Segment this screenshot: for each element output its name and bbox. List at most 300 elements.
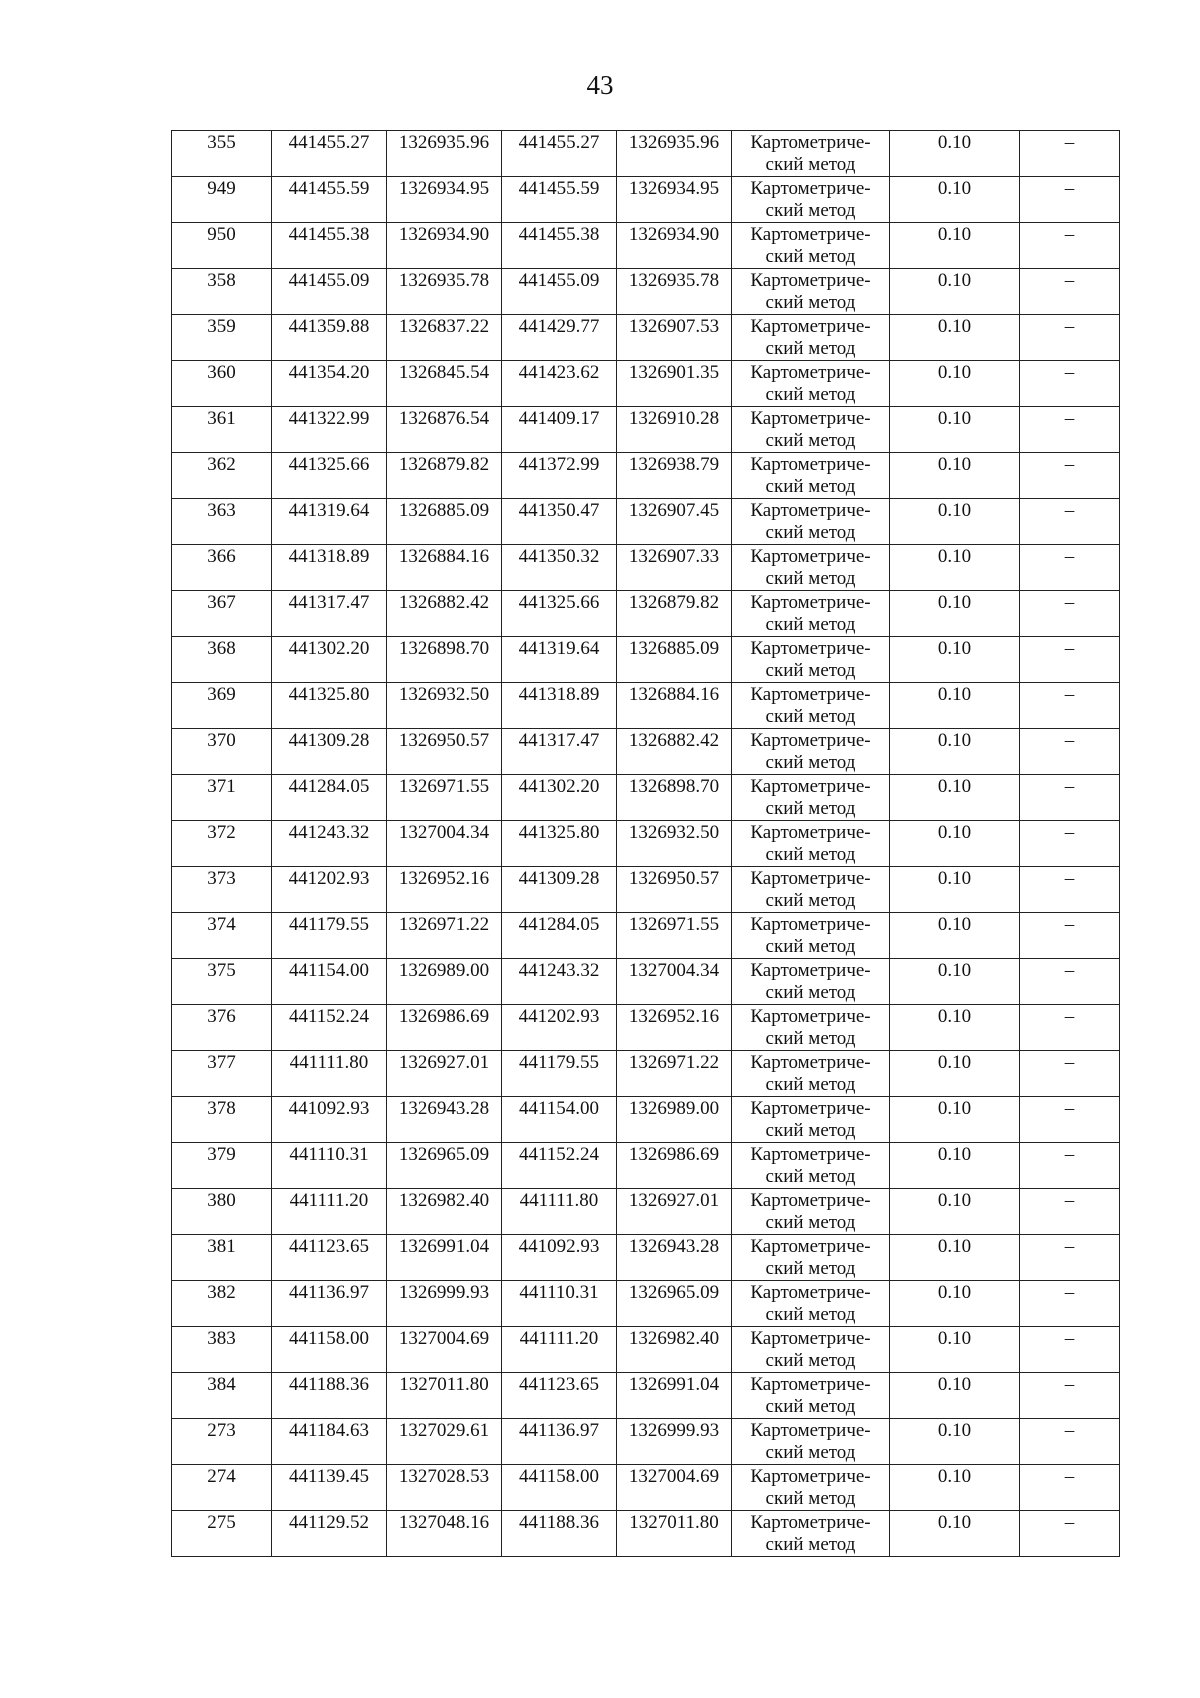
- cell-x-refined: 441188.36: [502, 1511, 617, 1557]
- cell-y-existing: 1326885.09: [387, 499, 502, 545]
- cell-point-number: 358: [172, 269, 272, 315]
- cell-x-refined: 441152.24: [502, 1143, 617, 1189]
- cell-accuracy: 0.10: [890, 269, 1020, 315]
- cell-x-refined: 441319.64: [502, 637, 617, 683]
- cell-accuracy: 0.10: [890, 1511, 1020, 1557]
- cell-method: [732, 1511, 890, 1557]
- cell-method: [732, 1419, 890, 1465]
- cell-x-existing: 441111.20: [272, 1189, 387, 1235]
- cell-x-existing: 441455.09: [272, 269, 387, 315]
- cell-x-refined: 441284.05: [502, 913, 617, 959]
- cell-note: –: [1020, 959, 1120, 1005]
- cell-point-number: 359: [172, 315, 272, 361]
- cell-accuracy: 0.10: [890, 407, 1020, 453]
- cell-accuracy: 0.10: [890, 1281, 1020, 1327]
- cell-point-number: 273: [172, 1419, 272, 1465]
- cell-note: –: [1020, 637, 1120, 683]
- cell-y-existing: 1326986.69: [387, 1005, 502, 1051]
- cell-note: –: [1020, 545, 1120, 591]
- cell-point-number: 378: [172, 1097, 272, 1143]
- cell-method: [732, 821, 890, 867]
- cell-y-refined: 1326943.28: [617, 1235, 732, 1281]
- cell-point-number: 363: [172, 499, 272, 545]
- table-row: [172, 1051, 1120, 1097]
- cell-y-existing: 1326991.04: [387, 1235, 502, 1281]
- cell-y-refined: 1326982.40: [617, 1327, 732, 1373]
- cell-note: –: [1020, 729, 1120, 775]
- method-line-2: ский метод: [765, 384, 856, 405]
- cell-y-refined: 1326907.45: [617, 499, 732, 545]
- method-line-2: ский метод: [765, 1534, 856, 1555]
- cell-note: –: [1020, 683, 1120, 729]
- cell-y-refined: 1326927.01: [617, 1189, 732, 1235]
- method-line-1: Картометриче-: [750, 1282, 871, 1303]
- cell-accuracy: 0.10: [890, 637, 1020, 683]
- cell-method: [732, 1465, 890, 1511]
- method-line-1: Картометриче-: [750, 1190, 871, 1211]
- table-row: [172, 1143, 1120, 1189]
- cell-accuracy: 0.10: [890, 867, 1020, 913]
- cell-x-refined: 441455.59: [502, 177, 617, 223]
- cell-x-refined: 441154.00: [502, 1097, 617, 1143]
- cell-y-existing: 1326898.70: [387, 637, 502, 683]
- cell-accuracy: 0.10: [890, 1465, 1020, 1511]
- table-row: [172, 223, 1120, 269]
- table-row: [172, 729, 1120, 775]
- cell-accuracy: 0.10: [890, 683, 1020, 729]
- method-line-2: ский метод: [765, 246, 856, 267]
- cell-point-number: 384: [172, 1373, 272, 1419]
- cell-x-existing: 441325.66: [272, 453, 387, 499]
- method-line-1: Картометриче-: [750, 1466, 871, 1487]
- method-line-1: Картометриче-: [750, 1236, 871, 1257]
- cell-y-refined: 1326952.16: [617, 1005, 732, 1051]
- cell-x-refined: 441325.80: [502, 821, 617, 867]
- cell-y-existing: 1326989.00: [387, 959, 502, 1005]
- method-line-2: ский метод: [765, 890, 856, 911]
- cell-y-refined: 1327004.69: [617, 1465, 732, 1511]
- cell-method: [732, 1051, 890, 1097]
- cell-point-number: 949: [172, 177, 272, 223]
- cell-x-existing: 441309.28: [272, 729, 387, 775]
- cell-method: [732, 591, 890, 637]
- table-row: [172, 591, 1120, 637]
- method-line-1: Картометриче-: [750, 868, 871, 889]
- cell-x-existing: 441317.47: [272, 591, 387, 637]
- cell-accuracy: 0.10: [890, 315, 1020, 361]
- table-row: [172, 1465, 1120, 1511]
- cell-accuracy: 0.10: [890, 545, 1020, 591]
- cell-x-existing: 441092.93: [272, 1097, 387, 1143]
- cell-x-refined: 441325.66: [502, 591, 617, 637]
- method-line-2: ский метод: [765, 1028, 856, 1049]
- method-line-1: Картометриче-: [750, 822, 871, 843]
- cell-note: –: [1020, 1419, 1120, 1465]
- cell-y-existing: 1326943.28: [387, 1097, 502, 1143]
- method-line-1: Картометриче-: [750, 500, 871, 521]
- cell-accuracy: 0.10: [890, 959, 1020, 1005]
- method-line-2: ский метод: [765, 522, 856, 543]
- table-row: [172, 913, 1120, 959]
- cell-method: [732, 1005, 890, 1051]
- cell-y-existing: 1326950.57: [387, 729, 502, 775]
- cell-note: –: [1020, 315, 1120, 361]
- cell-method: [732, 1281, 890, 1327]
- table-row: [172, 499, 1120, 545]
- cell-accuracy: 0.10: [890, 1051, 1020, 1097]
- cell-point-number: 275: [172, 1511, 272, 1557]
- cell-note: –: [1020, 821, 1120, 867]
- cell-method: [732, 177, 890, 223]
- method-line-2: ский метод: [765, 1212, 856, 1233]
- cell-point-number: 369: [172, 683, 272, 729]
- cell-accuracy: 0.10: [890, 1373, 1020, 1419]
- cell-note: –: [1020, 407, 1120, 453]
- cell-y-existing: 1327004.34: [387, 821, 502, 867]
- method-line-1: Картометриче-: [750, 1052, 871, 1073]
- cell-note: –: [1020, 1373, 1120, 1419]
- cell-note: –: [1020, 913, 1120, 959]
- cell-x-existing: 441284.05: [272, 775, 387, 821]
- method-line-1: Картометриче-: [750, 1328, 871, 1349]
- table-row: [172, 821, 1120, 867]
- method-line-2: ский метод: [765, 798, 856, 819]
- cell-accuracy: 0.10: [890, 499, 1020, 545]
- cell-note: –: [1020, 1097, 1120, 1143]
- cell-y-refined: 1326999.93: [617, 1419, 732, 1465]
- cell-note: –: [1020, 867, 1120, 913]
- cell-x-existing: 441325.80: [272, 683, 387, 729]
- cell-method: [732, 453, 890, 499]
- cell-y-existing: 1326934.90: [387, 223, 502, 269]
- cell-method: [732, 1189, 890, 1235]
- cell-x-refined: 441136.97: [502, 1419, 617, 1465]
- cell-point-number: 372: [172, 821, 272, 867]
- method-line-2: ский метод: [765, 1396, 856, 1417]
- cell-method: [732, 407, 890, 453]
- table-row: [172, 775, 1120, 821]
- method-line-1: Картометриче-: [750, 270, 871, 291]
- cell-y-existing: 1326879.82: [387, 453, 502, 499]
- method-line-1: Картометриче-: [750, 914, 871, 935]
- cell-y-refined: 1326935.96: [617, 131, 732, 177]
- cell-accuracy: 0.10: [890, 1189, 1020, 1235]
- cell-x-refined: 441110.31: [502, 1281, 617, 1327]
- table-row: [172, 1005, 1120, 1051]
- method-line-1: Картометриче-: [750, 1512, 871, 1533]
- table-row: [172, 131, 1120, 177]
- cell-accuracy: 0.10: [890, 1327, 1020, 1373]
- method-line-1: Картометриче-: [750, 592, 871, 613]
- table-row: [172, 407, 1120, 453]
- cell-note: –: [1020, 177, 1120, 223]
- cell-method: [732, 959, 890, 1005]
- cell-x-refined: 441455.27: [502, 131, 617, 177]
- cell-y-refined: 1326938.79: [617, 453, 732, 499]
- cell-method: [732, 913, 890, 959]
- table-row: [172, 683, 1120, 729]
- method-line-2: ский метод: [765, 1304, 856, 1325]
- method-line-2: ский метод: [765, 200, 856, 221]
- method-line-2: ский метод: [765, 614, 856, 635]
- cell-y-existing: 1326837.22: [387, 315, 502, 361]
- cell-note: –: [1020, 1327, 1120, 1373]
- method-line-2: ский метод: [765, 936, 856, 957]
- method-line-1: Картометриче-: [750, 454, 871, 475]
- method-line-2: ский метод: [765, 292, 856, 313]
- cell-y-refined: 1326950.57: [617, 867, 732, 913]
- cell-y-existing: 1327011.80: [387, 1373, 502, 1419]
- cell-y-existing: 1326982.40: [387, 1189, 502, 1235]
- cell-y-existing: 1326935.96: [387, 131, 502, 177]
- cell-x-existing: 441202.93: [272, 867, 387, 913]
- method-line-1: Картометриче-: [750, 730, 871, 751]
- table-row: [172, 177, 1120, 223]
- cell-point-number: 377: [172, 1051, 272, 1097]
- cell-x-refined: 441111.80: [502, 1189, 617, 1235]
- cell-method: [732, 499, 890, 545]
- cell-y-refined: 1326934.90: [617, 223, 732, 269]
- method-line-2: ский метод: [765, 660, 856, 681]
- method-line-1: Картометриче-: [750, 1098, 871, 1119]
- cell-y-existing: 1326932.50: [387, 683, 502, 729]
- cell-accuracy: 0.10: [890, 775, 1020, 821]
- table-body: [172, 131, 1120, 1557]
- cell-accuracy: 0.10: [890, 729, 1020, 775]
- cell-accuracy: 0.10: [890, 361, 1020, 407]
- cell-point-number: 362: [172, 453, 272, 499]
- cell-point-number: 383: [172, 1327, 272, 1373]
- table-row: [172, 269, 1120, 315]
- cell-accuracy: 0.10: [890, 821, 1020, 867]
- cell-y-refined: 1326907.53: [617, 315, 732, 361]
- cell-accuracy: 0.10: [890, 591, 1020, 637]
- page-number: 43: [586, 70, 614, 100]
- cell-accuracy: 0.10: [890, 453, 1020, 499]
- cell-method: [732, 315, 890, 361]
- cell-note: –: [1020, 591, 1120, 637]
- table-row: [172, 1327, 1120, 1373]
- coordinates-table: [171, 130, 1120, 1557]
- cell-y-existing: 1327028.53: [387, 1465, 502, 1511]
- method-line-1: Картометриче-: [750, 776, 871, 797]
- cell-method: [732, 1097, 890, 1143]
- cell-note: –: [1020, 223, 1120, 269]
- cell-y-existing: 1326934.95: [387, 177, 502, 223]
- cell-x-existing: 441152.24: [272, 1005, 387, 1051]
- table-row: [172, 453, 1120, 499]
- table-row: [172, 1511, 1120, 1557]
- cell-y-refined: 1326986.69: [617, 1143, 732, 1189]
- cell-x-refined: 441350.32: [502, 545, 617, 591]
- cell-x-existing: 441111.80: [272, 1051, 387, 1097]
- cell-x-refined: 441318.89: [502, 683, 617, 729]
- cell-point-number: 366: [172, 545, 272, 591]
- method-line-2: ский метод: [765, 154, 856, 175]
- method-line-2: ский метод: [765, 844, 856, 865]
- method-line-2: ский метод: [765, 982, 856, 1003]
- cell-note: –: [1020, 1143, 1120, 1189]
- cell-y-refined: 1326971.55: [617, 913, 732, 959]
- method-line-2: ский метод: [765, 752, 856, 773]
- cell-y-refined: 1326935.78: [617, 269, 732, 315]
- cell-point-number: 375: [172, 959, 272, 1005]
- cell-method: [732, 867, 890, 913]
- method-line-1: Картометриче-: [750, 546, 871, 567]
- cell-point-number: 371: [172, 775, 272, 821]
- cell-method: [732, 269, 890, 315]
- cell-y-existing: 1327048.16: [387, 1511, 502, 1557]
- cell-y-refined: 1326898.70: [617, 775, 732, 821]
- method-line-2: ский метод: [765, 568, 856, 589]
- cell-x-refined: 441317.47: [502, 729, 617, 775]
- cell-note: –: [1020, 1235, 1120, 1281]
- method-line-1: Картометриче-: [750, 1420, 871, 1441]
- cell-y-refined: 1327011.80: [617, 1511, 732, 1557]
- cell-y-existing: 1326935.78: [387, 269, 502, 315]
- cell-x-refined: 441309.28: [502, 867, 617, 913]
- cell-point-number: 370: [172, 729, 272, 775]
- cell-note: –: [1020, 131, 1120, 177]
- cell-y-refined: 1326901.35: [617, 361, 732, 407]
- cell-x-refined: 441455.38: [502, 223, 617, 269]
- method-line-2: ский метод: [765, 1350, 856, 1371]
- table-row: [172, 315, 1120, 361]
- cell-note: –: [1020, 1465, 1120, 1511]
- table-row: [172, 1281, 1120, 1327]
- cell-accuracy: 0.10: [890, 131, 1020, 177]
- cell-method: [732, 1143, 890, 1189]
- cell-method: [732, 637, 890, 683]
- table-row: [172, 1373, 1120, 1419]
- cell-x-existing: 441154.00: [272, 959, 387, 1005]
- cell-x-refined: 441243.32: [502, 959, 617, 1005]
- cell-method: [732, 683, 890, 729]
- cell-x-refined: 441409.17: [502, 407, 617, 453]
- cell-x-refined: 441455.09: [502, 269, 617, 315]
- cell-x-existing: 441322.99: [272, 407, 387, 453]
- cell-x-refined: 441111.20: [502, 1327, 617, 1373]
- method-line-2: ский метод: [765, 338, 856, 359]
- cell-point-number: 274: [172, 1465, 272, 1511]
- cell-point-number: 376: [172, 1005, 272, 1051]
- cell-y-existing: 1326927.01: [387, 1051, 502, 1097]
- cell-accuracy: 0.10: [890, 1235, 1020, 1281]
- cell-accuracy: 0.10: [890, 1143, 1020, 1189]
- cell-x-existing: 441243.32: [272, 821, 387, 867]
- cell-y-refined: 1326989.00: [617, 1097, 732, 1143]
- cell-x-existing: 441139.45: [272, 1465, 387, 1511]
- cell-x-existing: 441123.65: [272, 1235, 387, 1281]
- cell-accuracy: 0.10: [890, 1005, 1020, 1051]
- cell-point-number: 360: [172, 361, 272, 407]
- cell-y-refined: 1327004.34: [617, 959, 732, 1005]
- cell-y-refined: 1326965.09: [617, 1281, 732, 1327]
- cell-y-existing: 1327004.69: [387, 1327, 502, 1373]
- cell-y-refined: 1326991.04: [617, 1373, 732, 1419]
- cell-accuracy: 0.10: [890, 913, 1020, 959]
- method-line-2: ский метод: [765, 706, 856, 727]
- cell-y-existing: 1326952.16: [387, 867, 502, 913]
- method-line-1: Картометриче-: [750, 1374, 871, 1395]
- table-row: [172, 637, 1120, 683]
- cell-x-refined: 441372.99: [502, 453, 617, 499]
- cell-y-refined: 1326885.09: [617, 637, 732, 683]
- cell-x-existing: 441184.63: [272, 1419, 387, 1465]
- cell-note: –: [1020, 1281, 1120, 1327]
- cell-x-existing: 441354.20: [272, 361, 387, 407]
- cell-point-number: 367: [172, 591, 272, 637]
- table-row: [172, 1189, 1120, 1235]
- cell-x-existing: 441302.20: [272, 637, 387, 683]
- method-line-1: Картометриче-: [750, 178, 871, 199]
- cell-x-refined: 441158.00: [502, 1465, 617, 1511]
- cell-method: [732, 1235, 890, 1281]
- method-line-2: ский метод: [765, 1074, 856, 1095]
- cell-x-existing: 441359.88: [272, 315, 387, 361]
- cell-method: [732, 223, 890, 269]
- cell-accuracy: 0.10: [890, 1097, 1020, 1143]
- cell-y-existing: 1326971.55: [387, 775, 502, 821]
- cell-y-existing: 1326882.42: [387, 591, 502, 637]
- cell-method: [732, 775, 890, 821]
- cell-note: –: [1020, 1511, 1120, 1557]
- cell-y-existing: 1326999.93: [387, 1281, 502, 1327]
- cell-note: –: [1020, 775, 1120, 821]
- table-row: [172, 1097, 1120, 1143]
- cell-method: [732, 131, 890, 177]
- cell-point-number: 382: [172, 1281, 272, 1327]
- cell-y-refined: 1326932.50: [617, 821, 732, 867]
- table-row: [172, 1419, 1120, 1465]
- method-line-1: Картометриче-: [750, 1144, 871, 1165]
- table-row: [172, 361, 1120, 407]
- cell-accuracy: 0.10: [890, 1419, 1020, 1465]
- cell-point-number: 368: [172, 637, 272, 683]
- cell-x-refined: 441202.93: [502, 1005, 617, 1051]
- cell-x-refined: 441123.65: [502, 1373, 617, 1419]
- cell-y-refined: 1326910.28: [617, 407, 732, 453]
- cell-y-existing: 1326965.09: [387, 1143, 502, 1189]
- cell-method: [732, 545, 890, 591]
- cell-x-refined: 441302.20: [502, 775, 617, 821]
- table-row: [172, 959, 1120, 1005]
- method-line-1: Картометриче-: [750, 638, 871, 659]
- cell-x-existing: 441158.00: [272, 1327, 387, 1373]
- cell-point-number: 374: [172, 913, 272, 959]
- cell-x-existing: 441110.31: [272, 1143, 387, 1189]
- cell-x-existing: 441455.38: [272, 223, 387, 269]
- cell-x-refined: 441423.62: [502, 361, 617, 407]
- cell-method: [732, 1327, 890, 1373]
- method-line-1: Картометриче-: [750, 362, 871, 383]
- cell-accuracy: 0.10: [890, 177, 1020, 223]
- cell-x-existing: 441188.36: [272, 1373, 387, 1419]
- cell-x-existing: 441318.89: [272, 545, 387, 591]
- cell-x-existing: 441455.59: [272, 177, 387, 223]
- cell-note: –: [1020, 361, 1120, 407]
- cell-method: [732, 729, 890, 775]
- cell-y-existing: 1326884.16: [387, 545, 502, 591]
- method-line-2: ский метод: [765, 1488, 856, 1509]
- method-line-1: Картометриче-: [750, 684, 871, 705]
- cell-method: [732, 361, 890, 407]
- cell-method: [732, 1373, 890, 1419]
- cell-note: –: [1020, 1005, 1120, 1051]
- table-row: [172, 1235, 1120, 1281]
- cell-y-existing: 1327029.61: [387, 1419, 502, 1465]
- cell-point-number: 373: [172, 867, 272, 913]
